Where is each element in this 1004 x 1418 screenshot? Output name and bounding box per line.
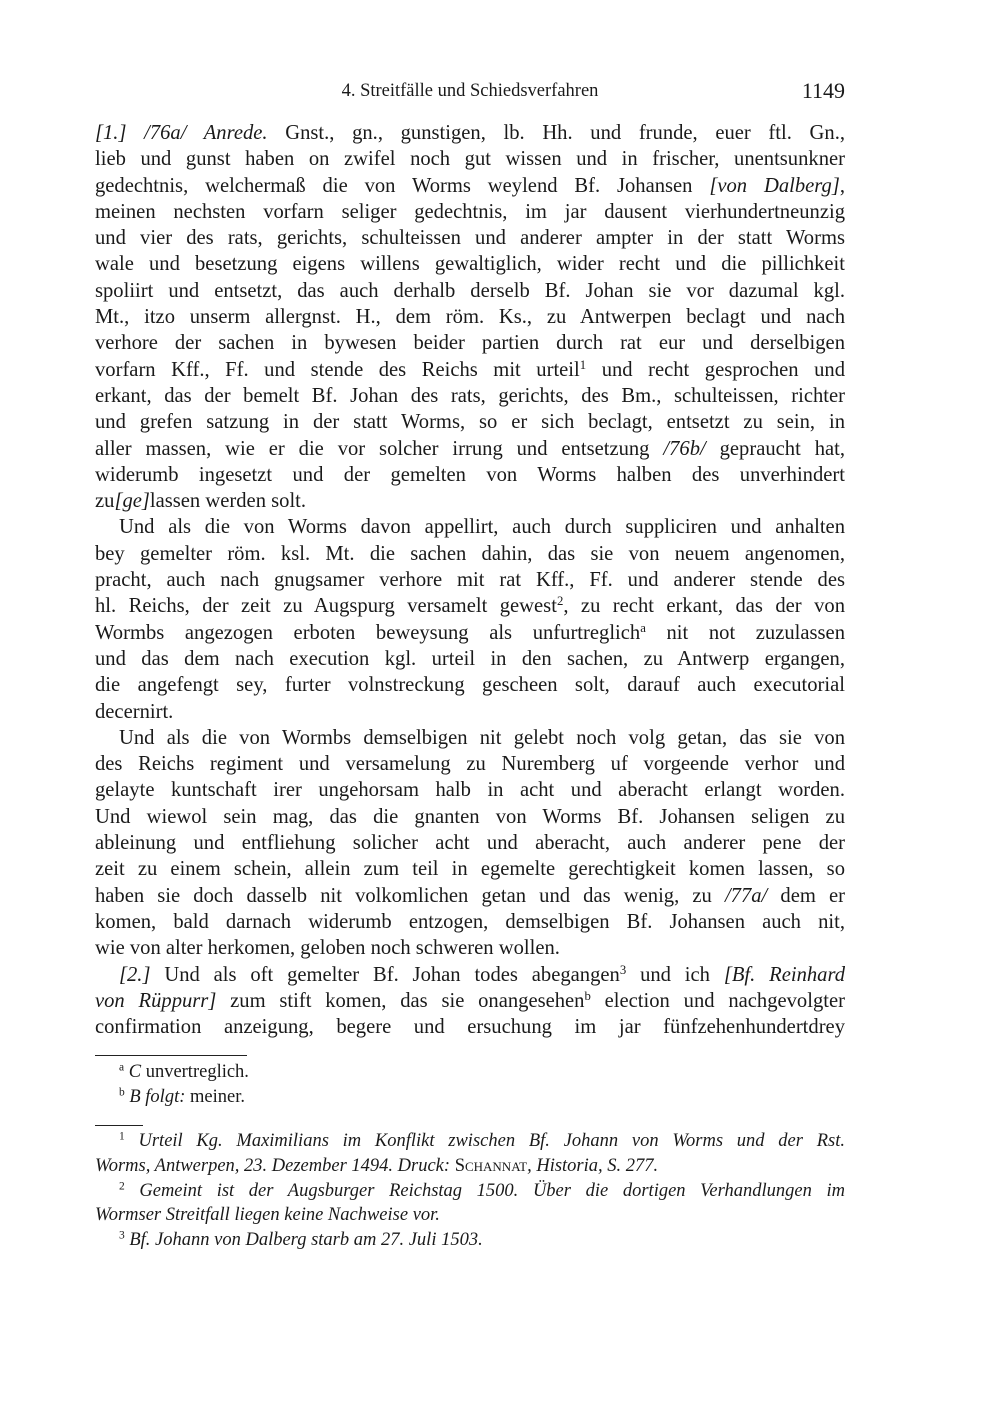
text-line [95, 725, 845, 751]
text-run: Und als die von Wormbs demselbigen nit gelebt noch volg getan, das sie von [119, 726, 845, 749]
text-line [95, 146, 845, 172]
text-line [95, 699, 845, 725]
text-run: und grefen satzung in der statt Worms, so er sich beclagt, entsetzt zu sein, in [95, 411, 845, 434]
text-run: und vier des rats, gerichts, schulteissen und anderer ampter in der statt Worms [95, 227, 845, 250]
text-run: und recht gesprochen und [586, 358, 845, 381]
text-line [95, 462, 845, 488]
text-run: hl. Reichs, der zeit zu Augspurg versamelt gewest [95, 595, 557, 618]
text-run: , [839, 174, 845, 197]
text-run: /77a/ [724, 884, 768, 907]
text-line [95, 830, 845, 856]
footnote [95, 1129, 845, 1179]
text-run: erkant, das der bemelt Bf. Johan des rats, gerichts, des Bm., schulteissen, richter [95, 384, 845, 407]
note-marker: 2 [119, 1180, 125, 1193]
note-marker: b [119, 1086, 125, 1099]
footnote [95, 1179, 845, 1229]
text-line [95, 357, 845, 383]
footnotes [95, 1129, 845, 1253]
text-run: decernirt. [95, 700, 174, 723]
note-marker: 1 [119, 1130, 125, 1143]
text-line [95, 436, 845, 462]
footnote-divider [95, 1125, 143, 1126]
text-run: verhore der sachen in bywesen beider partien durch rat eur und derselbigen [95, 332, 845, 355]
text-line [95, 1228, 845, 1253]
note-marker: a [640, 620, 646, 635]
text-run: election und nachgevolgter [590, 989, 845, 1012]
text-run: die angefengt sey, furter volnstreckung gescheen solt, darauf auch executorial [95, 674, 845, 697]
text-line [95, 1085, 845, 1110]
text-line [95, 1179, 845, 1204]
text-line [95, 199, 845, 225]
text-line [95, 383, 845, 409]
text-run: , zu recht erkant, das der von [563, 595, 845, 618]
text-line [95, 488, 845, 514]
text-run: komen, bald darnach widerumb entzogen, demselbigen Bf. Johansen auch nit, [95, 910, 845, 933]
text-line [95, 1014, 845, 1040]
paragraph [95, 725, 845, 962]
text-run: zu [95, 490, 115, 513]
paragraph [95, 514, 845, 724]
text-run: dem er [767, 884, 845, 907]
text-run: Schannat [454, 1155, 528, 1176]
text-run: Gemeint ist der Augsburger Reichstag 1500. Über die dortigen Verhandlungen im [124, 1180, 845, 1201]
page-header [95, 78, 845, 108]
text-line [95, 646, 845, 672]
text-line [95, 856, 845, 882]
text-run: [Bf. Reinhard [723, 963, 845, 986]
text-line [95, 1154, 845, 1179]
text-line [95, 804, 845, 830]
text-run: und das dem nach execution kgl. urteil in den sachen, zu Antwerp ergangen, [95, 647, 845, 670]
text-apparatus [95, 1060, 845, 1110]
text-run: spoliirt und entsetzt, das auch derhalb derselb Bf. Johan sie vor dazumal kgl. [95, 279, 845, 302]
apparatus-divider [95, 1055, 247, 1056]
text-run: haben sie doch dasselb nit volkomlichen getan und das wenig, zu [95, 884, 725, 907]
text-line [95, 514, 845, 540]
text-run: bey gemelter röm. ksl. Mt. die sachen dahin, das sie von neuem angenomen, [95, 542, 845, 565]
text-run: Und als oft gemelter Bf. Johan todes abegangen [150, 963, 620, 986]
apparatus-note [95, 1060, 845, 1085]
text-run: [von Dalberg] [709, 174, 840, 197]
text-run: unvertreglich. [141, 1062, 249, 1082]
note-marker: b [584, 988, 591, 1003]
text-run: lassen werden solt. [149, 490, 307, 513]
running-title: 4. Streitfälle und Schiedsverfahren [341, 81, 599, 101]
text-run: von Rüppurr] [95, 989, 217, 1012]
text-line [95, 173, 845, 199]
text-run: Wormser Streitfall liegen keine Nachweise vor. [95, 1205, 440, 1226]
text-line [95, 620, 845, 646]
text-run: [1.] /76a/ Anrede. [95, 122, 268, 144]
note-marker: a [119, 1061, 125, 1074]
note-marker: 2 [556, 594, 564, 609]
text-run: gepraucht hat, [705, 437, 845, 460]
text-run: gedechtnis, welchermaß die von Worms weylend Bf. Johansen [95, 174, 710, 197]
text-run: Und wiewol sein mag, das die gnanten von Worms Bf. Johansen seligen zu [95, 805, 845, 828]
text-line [95, 1060, 845, 1085]
text-run: nit not zuzulassen [645, 621, 845, 644]
text-line [95, 935, 845, 961]
text-run: wale und besetzung eigens willens gewaltiglich, wider recht und die pillichkeit [95, 253, 845, 276]
text-run: gelayte kuntschaft irer ungehorsam halb in acht und aberacht erlangt worden. [95, 779, 845, 802]
note-marker: 3 [619, 962, 627, 977]
page-number: 1149 [801, 78, 845, 103]
text-run: [ge] [114, 490, 150, 513]
text-run: vorfarn Kff., Ff. und stende des Reichs mit urteil [95, 358, 580, 381]
text-run: confirmation anzeigung, begere und ersuchung im jar fünfzehenhundertdrey [95, 1016, 845, 1039]
text-line [95, 962, 845, 988]
text-run: wie von alter herkomen, geloben noch schweren wollen. [95, 937, 560, 960]
text-run: zeit zu einem schein, allein zum teil in egemelte gerechtigkeit komen lassen, so [95, 858, 845, 881]
text-line [95, 225, 845, 251]
text-line [95, 1203, 845, 1228]
text-run: /76b/ [663, 437, 706, 460]
text-run: Wormbs angezogen erboten beweysung als unfurtreglich [95, 621, 641, 644]
text-line [95, 988, 845, 1014]
text-run: C [128, 1062, 142, 1082]
text-run: des Reichs regiment und versamelung zu Nuremberg uf vorgeende verhor und [95, 753, 845, 776]
text-run: meinen nechsten vorfarn seliger gedechtnis, im jar dausent vierhundertneunzig [95, 200, 845, 223]
text-run: pracht, auch nach gnugsamer verhore mit rat Kff., Ff. und anderer stende des [95, 569, 845, 592]
text-run: Mt., itzo unserm allergnst. H., dem röm. Ks., zu Antwerpen beclagt und nach [95, 306, 845, 329]
footnote [95, 1228, 845, 1253]
paragraph [95, 962, 845, 1041]
text-line [95, 409, 845, 435]
apparatus-note [95, 1085, 845, 1110]
text-run: Worms, Antwerpen, 23. Dezember 1494. Druck: [95, 1155, 455, 1176]
text-line [95, 278, 845, 304]
text-run: Gnst., gn., gunstigen, lb. Hh. und frunde, euer ftl. Gn., [267, 122, 845, 144]
text-line [95, 251, 845, 277]
text-line [95, 593, 845, 619]
text-line [95, 120, 845, 146]
text-line [95, 672, 845, 698]
text-run: lieb und gunst haben on zwifel noch gut wissen und in frischer, unentsunkner [95, 148, 845, 171]
text-run: aller massen, wie er die vor solcher irrung und entsetzung [95, 437, 664, 460]
note-marker: 1 [579, 357, 587, 372]
text-run: ableinung und entfliehung solicher acht und aberacht, auch anderer pene der [95, 832, 845, 855]
text-line [95, 541, 845, 567]
note-marker: 3 [119, 1229, 125, 1242]
text-run: und ich [626, 963, 724, 986]
text-line [95, 330, 845, 356]
text-line [95, 909, 845, 935]
text-line [95, 751, 845, 777]
text-run: Bf. Johann von Dalberg starb am 27. Juli 1503. [124, 1230, 483, 1251]
text-run: meiner. [185, 1086, 245, 1107]
text-line [95, 304, 845, 330]
text-run: B folgt: [129, 1086, 186, 1107]
paragraph [95, 120, 845, 514]
text-run: Urteil Kg. Maximilians im Konflikt zwischen Bf. Johann von Worms und der Rst. [124, 1131, 845, 1151]
text-run: zum stift komen, das sie onangesehen [216, 989, 585, 1012]
text-line [95, 567, 845, 593]
text-line [95, 777, 845, 803]
text-run: Und als die von Worms davon appellirt, auch durch suppliciren und anhalten [119, 516, 845, 539]
text-run: , Historia, S. 277. [527, 1155, 659, 1176]
main-text [95, 120, 845, 1040]
text-line [95, 1129, 845, 1154]
text-run: widerumb ingesetzt und der gemelten von Worms halben des unverhindert [95, 463, 845, 486]
text-line [95, 883, 845, 909]
text-run: [2.] [119, 963, 151, 986]
